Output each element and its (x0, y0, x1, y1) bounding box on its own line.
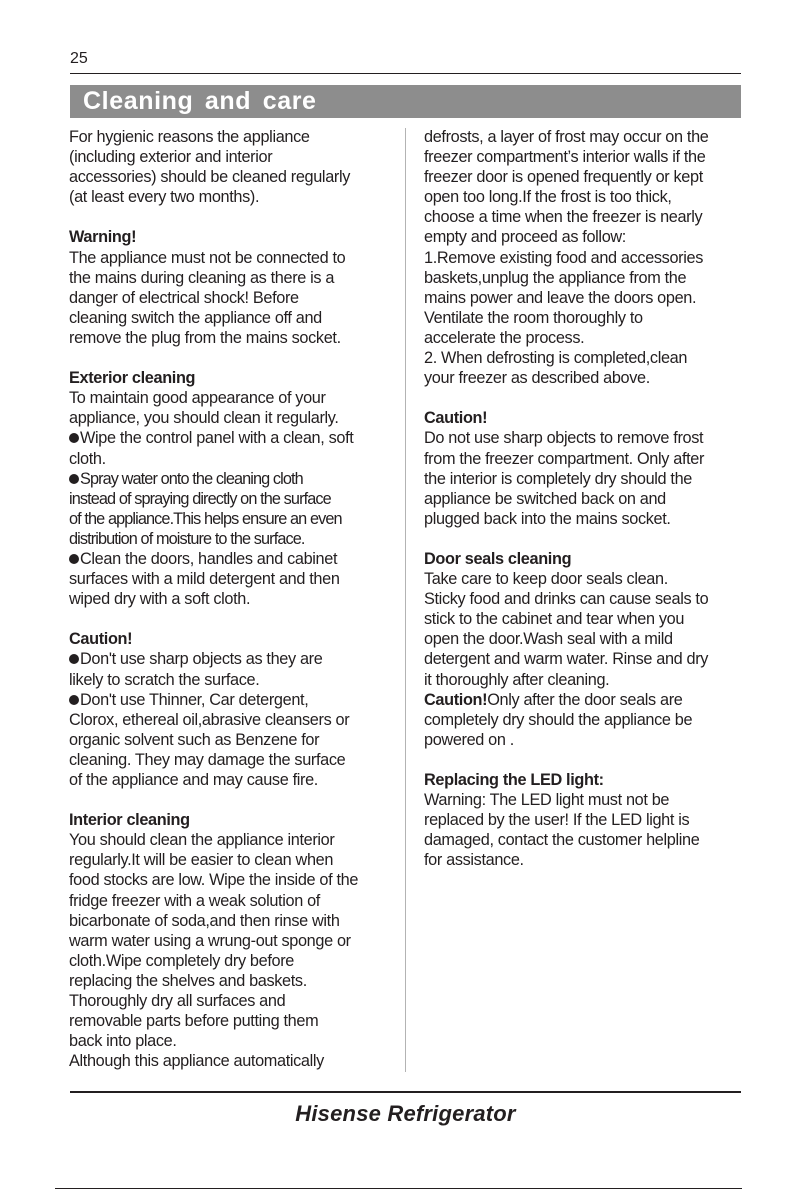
bullet-icon (69, 433, 79, 443)
door-seals-caution-text: Only after the door seals are completely dry should the appliance be powered on . (424, 690, 693, 749)
door-seals-caution-label: Caution! (424, 690, 488, 709)
exterior-cleaning-heading: Exterior cleaning (69, 369, 196, 388)
footer-rule (70, 1091, 741, 1093)
spacer (69, 348, 391, 368)
warning-heading: Warning! (69, 228, 137, 247)
defrost-caution-paragraph: Do not use sharp objects to remove frost from the freezer compartment. Only after the interior is completely dry should the appliance be switched back on and plugged back into the mains socket. (424, 429, 705, 528)
exterior-bullet-item (69, 428, 391, 468)
section-title: Cleaning and care (83, 87, 317, 115)
door-seals-paragraph: Take care to keep door seals clean. Sticky food and drinks can cause seals to stick to the cabinet and tear when you open the door.Wash seal with a mild detergent and warm water. Rinse and dry it thoroughly after cleaning. (424, 570, 709, 689)
page-number: 25 (70, 50, 88, 67)
bullet-icon (69, 695, 79, 705)
caution-heading: Caution! (69, 630, 133, 649)
left-column (69, 127, 391, 1071)
page-bottom-rule (55, 1188, 742, 1189)
bullet-icon (69, 554, 79, 564)
caution-bullet-item (69, 649, 391, 689)
interior-cleaning-paragraph: You should clean the appliance interior regularly.It will be easier to clean when food stocks are low. Wipe the inside of the fridge freezer with a weak solution of bicarbonate of soda,and then rinse with warm water using a wrung-out sponge or cloth.Wipe completely dry before replacing the shelves and baskets. Thoroughly dry all surfaces and removable parts before putting them back into place. Although this appliance automatically (69, 831, 359, 1071)
warning-paragraph: The appliance must not be connected to the mains during cleaning as there is a danger of electrical shock! Before cleaning switch the appliance off and remove the plug from the mains socket. (69, 248, 346, 347)
header-rule (70, 73, 741, 74)
spacer (69, 790, 391, 810)
spacer (424, 750, 746, 770)
door-seals-caution (424, 690, 746, 750)
led-light-heading: Replacing the LED light: (424, 771, 604, 789)
exterior-bullet-text: Clean the doors, handles and cabinet surfaces with a mild detergent and then wiped dry with a soft cloth. (69, 549, 340, 609)
intro-paragraph: For hygienic reasons the appliance (including exterior and interior accessories) should be cleaned regularly (at least every two months). (69, 128, 351, 207)
bullet-icon (69, 654, 79, 664)
bullet-icon (69, 474, 79, 484)
exterior-cleaning-paragraph: To maintain good appearance of your appliance, you should clean it regularly. (69, 389, 339, 428)
spacer (69, 609, 391, 629)
interior-cleaning-heading: Interior cleaning (69, 811, 190, 830)
exterior-bullet-item (69, 549, 391, 609)
brand-name: Hisense Refrigerator (295, 1101, 516, 1126)
spacer (424, 388, 746, 408)
exterior-bullet-text: Spray water onto the cleaning cloth instead of spraying directly on the surface of the appliance.This helps ensure an even distribution of moisture to the surface. (69, 469, 342, 548)
defrost-paragraph: defrosts, a layer of frost may occur on the freezer compartment’s interior walls if the freezer door is opened frequently or kept open too long.If the frost is too thick, choose a time when the freezer is nearly empty and proceed as follow: 1.Remove existing food and accessories baskets,unplug the appliance from the mains power and leave the doors open. Ventilate the room thoroughly to accelerate the process. 2. When defrosting is completed,clean your freezer as described above. (424, 128, 709, 388)
right-column (424, 127, 746, 870)
exterior-bullet-text: Wipe the control panel with a clean, soft cloth. (69, 429, 354, 468)
caution-bullet-text: Don't use Thinner, Car detergent, Clorox, ethereal oil,abrasive cleansers or organic solvent such as Benzene for cleaning. They may damage the surface of the appliance and may cause fire. (69, 690, 350, 789)
column-divider (405, 128, 406, 1072)
door-seals-heading: Door seals cleaning (424, 549, 572, 568)
section-title-bar (70, 85, 741, 118)
led-light-paragraph: Warning: The LED light must not be replaced by the user! If the LED light is damaged, contact the customer helpline for assistance. (424, 791, 700, 870)
exterior-bullet-item (69, 469, 391, 549)
spacer (424, 529, 746, 549)
caution-bullet-text: Don't use sharp objects as they are likely to scratch the surface. (69, 650, 323, 689)
caution-bullet-item (69, 690, 391, 790)
spacer (69, 207, 391, 227)
defrost-caution-heading: Caution! (424, 409, 488, 428)
